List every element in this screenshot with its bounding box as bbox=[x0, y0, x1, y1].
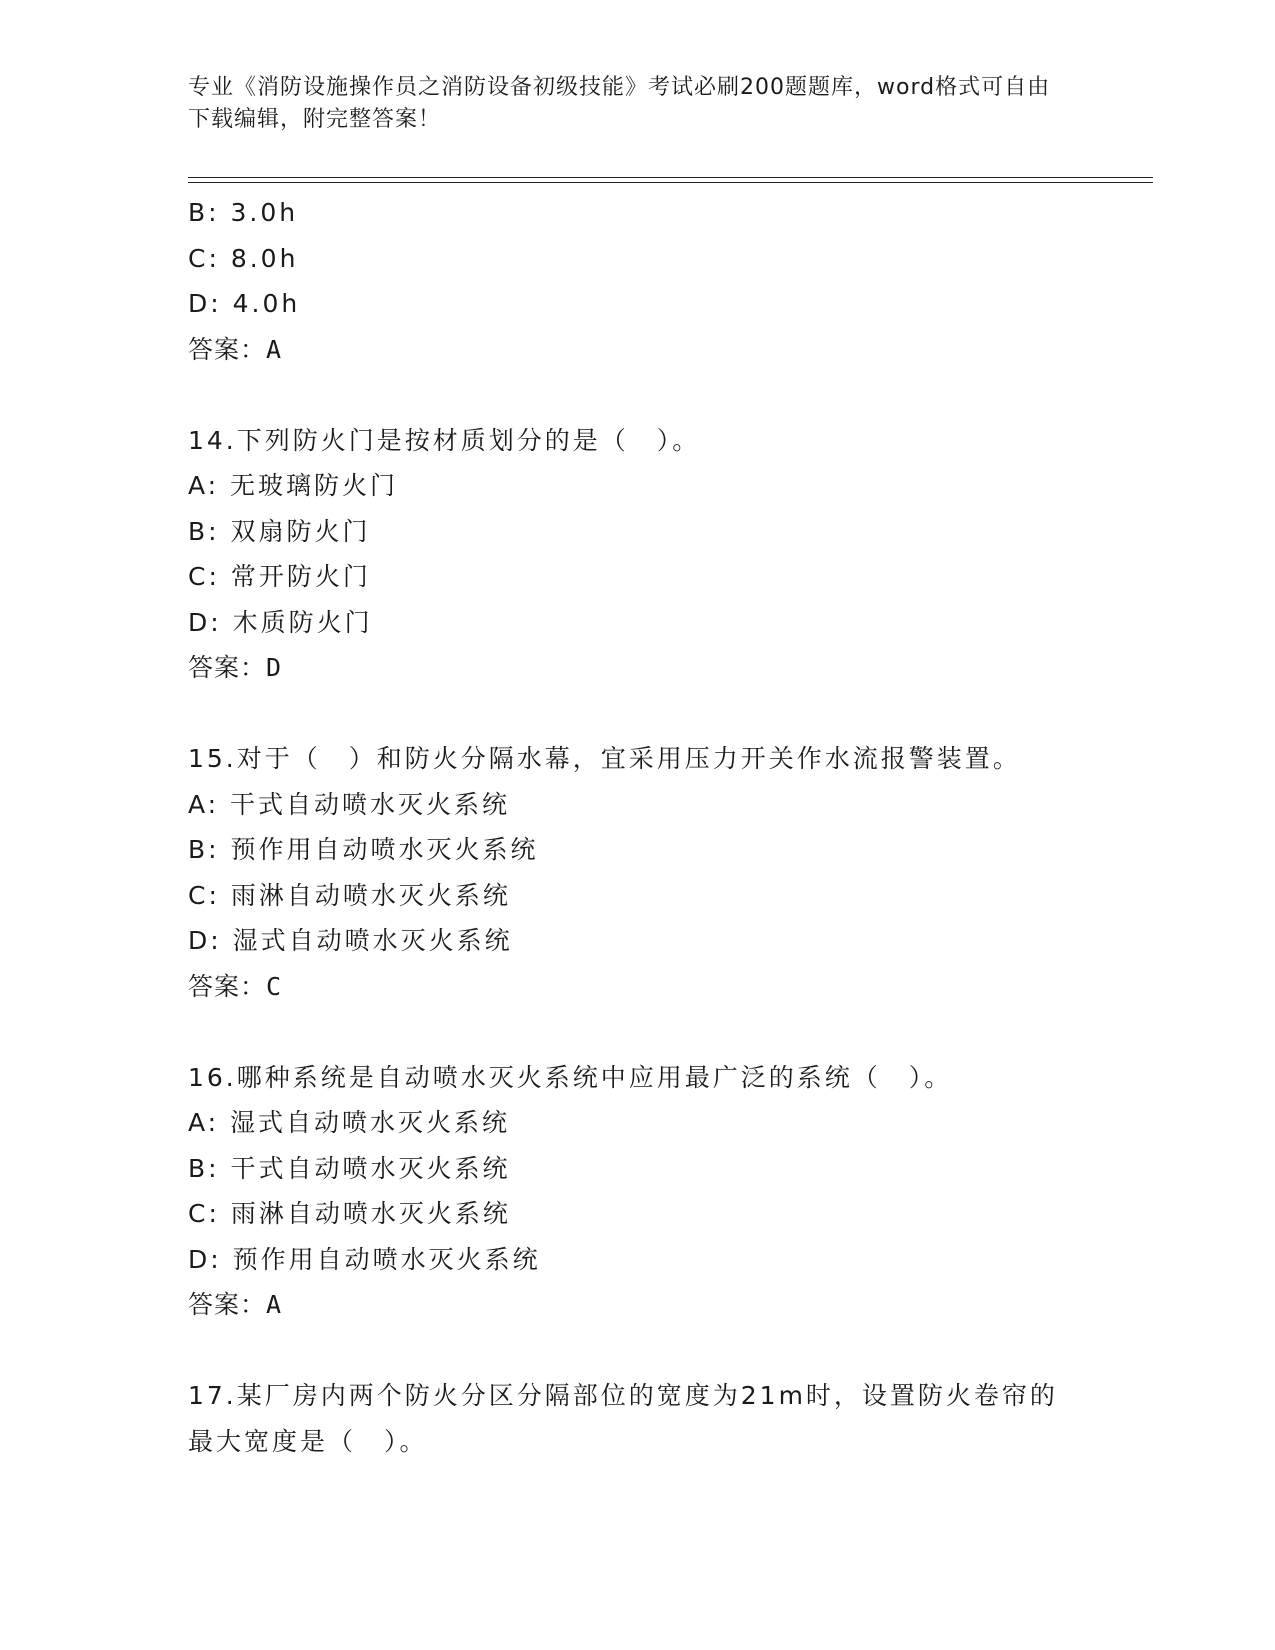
question-text: 15.对于（ ）和防火分隔水幕，宜采用压力开关作水流报警装置。 bbox=[188, 744, 1021, 773]
header-divider-top bbox=[188, 177, 1153, 178]
header-divider-bottom bbox=[188, 182, 1153, 183]
option-c: C: 雨淋自动喷水灭火系统 bbox=[188, 880, 511, 910]
question-block-16 bbox=[188, 1055, 1153, 1328]
option-c: C: 常开防火门 bbox=[188, 562, 371, 591]
option-a: A: 干式自动喷水灭火系统 bbox=[188, 789, 511, 819]
spacer bbox=[188, 372, 1153, 418]
answer-line: 答案：D bbox=[188, 653, 283, 682]
question-block-15 bbox=[188, 736, 1153, 1009]
question-text: 14.下列防火门是按材质划分的是（ ）。 bbox=[188, 425, 701, 455]
option-d: D: 木质防火门 bbox=[188, 607, 373, 637]
question-block-14 bbox=[188, 418, 1153, 691]
document-header bbox=[188, 72, 1068, 136]
option-d: D: 4.0h bbox=[188, 289, 301, 318]
document-body bbox=[188, 190, 1153, 1464]
option-a: A: 无玻璃防火门 bbox=[188, 471, 399, 500]
spacer bbox=[188, 1328, 1153, 1374]
option-d: D: 预作用自动喷水灭火系统 bbox=[188, 1244, 541, 1274]
option-b: B: 3.0h bbox=[188, 198, 299, 227]
option-d: D: 湿式自动喷水灭火系统 bbox=[188, 926, 513, 955]
question-text-line-2: 最大宽度是（ ）。 bbox=[188, 1426, 428, 1456]
option-c: C: 雨淋自动喷水灭火系统 bbox=[188, 1199, 511, 1228]
option-b: B: 双扇防火门 bbox=[188, 516, 371, 546]
option-b: B: 干式自动喷水灭火系统 bbox=[188, 1153, 511, 1183]
answer-line: 答案：A bbox=[188, 1290, 283, 1319]
question-block-17 bbox=[188, 1373, 1153, 1464]
option-a: A: 湿式自动喷水灭火系统 bbox=[188, 1108, 511, 1137]
option-c: C: 8.0h bbox=[188, 243, 299, 273]
question-text-line-1: 17.某厂房内两个防火分区分隔部位的宽度为21m时，设置防火卷帘的 bbox=[188, 1381, 1058, 1410]
option-b: B: 预作用自动喷水灭火系统 bbox=[188, 835, 539, 864]
answer-line: 答案：C bbox=[188, 971, 283, 1001]
question-block-13 bbox=[188, 190, 1153, 372]
spacer bbox=[188, 1009, 1153, 1055]
question-text: 16.哪种系统是自动喷水灭火系统中应用最广泛的系统（ ）。 bbox=[188, 1062, 953, 1092]
document-title: 专业《消防设施操作员之消防设备初级技能》考试必刷200题题库，word格式可自由下载编辑，附完整答案！ bbox=[188, 75, 1051, 132]
spacer bbox=[188, 691, 1153, 737]
answer-line: 答案：A bbox=[188, 334, 283, 364]
